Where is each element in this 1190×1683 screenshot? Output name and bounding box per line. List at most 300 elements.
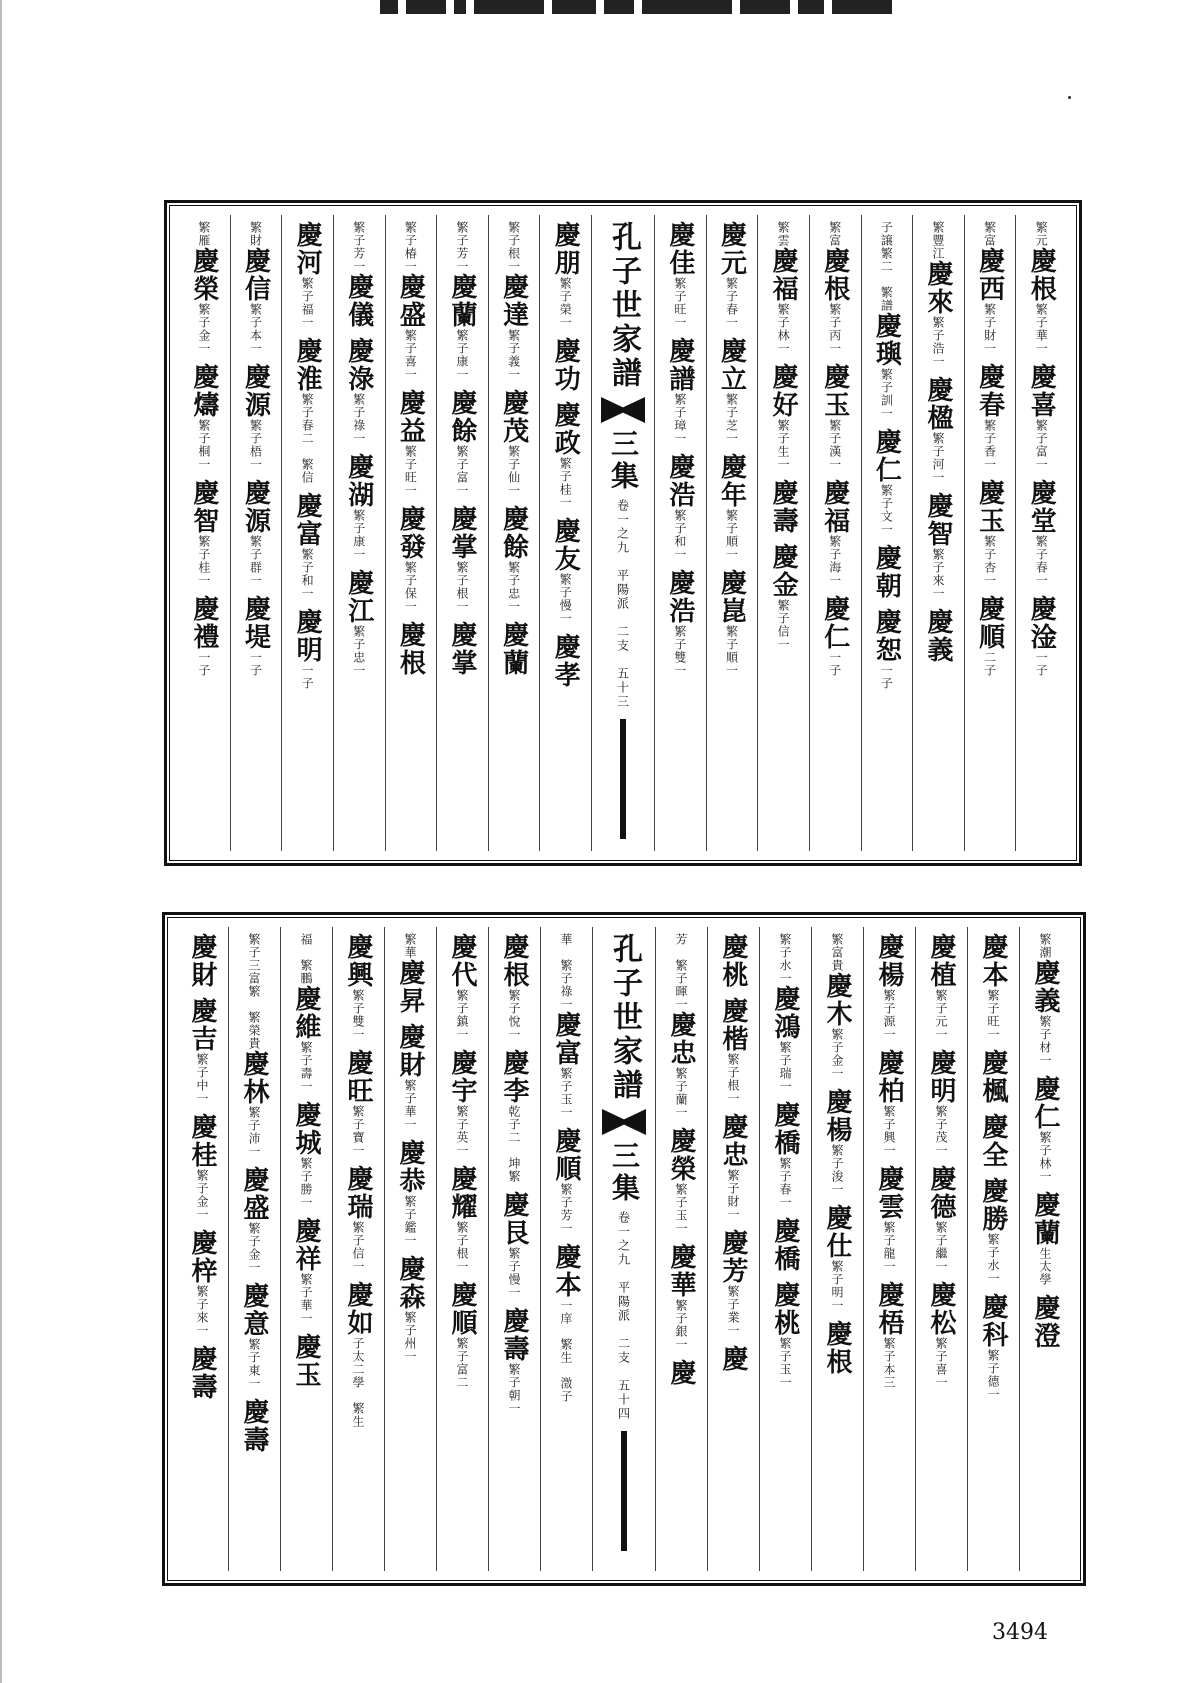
- person-note: 繁子根一: [726, 1053, 740, 1105]
- person-entry: [496, 1191, 533, 1299]
- person-note: 繁子寶一: [351, 1105, 365, 1157]
- genealogy-column: [654, 215, 706, 851]
- person-entry: [972, 247, 1009, 355]
- entry-list: [496, 933, 533, 1415]
- person-note: 繁子德一: [986, 1349, 1000, 1401]
- genealogy-column: [759, 927, 811, 1571]
- person-note: 繁子旺一: [403, 445, 418, 497]
- person-note: 繁子旺一: [986, 989, 1000, 1041]
- person-name: 慶明: [292, 608, 323, 664]
- person-entry: [819, 972, 856, 1080]
- person-entry: [548, 1127, 585, 1235]
- person-note: 繁子芝一: [724, 393, 739, 445]
- person-entry: [1023, 363, 1060, 471]
- person-entry: [184, 1113, 221, 1221]
- person-note: 繁子香一: [982, 419, 997, 471]
- person-entry: [392, 1139, 429, 1247]
- person-name: 慶信: [240, 247, 271, 303]
- person-name: 慶本: [551, 1243, 581, 1299]
- person-name: 慶餘: [498, 505, 529, 561]
- genealogy-column: [488, 927, 540, 1571]
- person-entry: [340, 933, 377, 1041]
- person-name: 慶鴻: [770, 985, 800, 1041]
- person-name: 慶財: [395, 1023, 425, 1079]
- person-name: 慶湖: [343, 453, 374, 509]
- person-name: 慶堂: [1026, 479, 1057, 535]
- person-name: 慶如: [343, 1281, 373, 1337]
- entry-list: [547, 221, 584, 689]
- person-note: 繁子桐一: [196, 419, 211, 471]
- genealogy-column: [332, 927, 384, 1571]
- person-note: 繁子朝一: [507, 1363, 521, 1415]
- person-entry: [237, 479, 274, 587]
- person-entry: [1027, 1294, 1064, 1350]
- person-entry: [548, 1243, 585, 1403]
- person-note: 繁子保一: [403, 561, 418, 613]
- collection-label: 三集: [607, 429, 640, 493]
- person-note: 一子: [248, 651, 263, 677]
- person-entry: [547, 633, 584, 689]
- person-name: 慶榮: [666, 1127, 696, 1183]
- person-entry: [767, 985, 804, 1093]
- column-note: 繁豐江: [930, 221, 945, 260]
- entry-list: [392, 959, 429, 1363]
- genealogy-column: [436, 215, 488, 851]
- person-note: 繁子興一: [882, 1105, 896, 1157]
- genealogy-column: [809, 215, 861, 851]
- person-name: 慶壽: [187, 1345, 217, 1401]
- person-entry: [972, 363, 1009, 471]
- person-note: 繁子勝一: [299, 1157, 313, 1209]
- genealogy-page-top: [164, 200, 1082, 866]
- person-note: 生太學: [1038, 1247, 1052, 1286]
- person-note: 繁子瑞一: [778, 1041, 792, 1093]
- person-entry: [765, 363, 802, 471]
- person-name: 慶梧: [874, 1281, 904, 1337]
- entry-list: [186, 247, 223, 677]
- person-entry: [547, 401, 584, 509]
- person-note: 二子: [982, 651, 997, 677]
- person-note: 繁子華一: [299, 1273, 313, 1325]
- person-note: 繁子雙一: [351, 989, 365, 1041]
- person-note: 繁子康一: [454, 329, 469, 381]
- genealogy-column: [228, 927, 280, 1571]
- person-name: 慶掌: [446, 505, 477, 561]
- person-name: 慶源: [240, 363, 271, 419]
- volume-info: 卷一之九 平陽派 二支 五十三: [615, 499, 630, 709]
- person-entry: [444, 1281, 481, 1389]
- person-name: 慶楊: [822, 1088, 852, 1144]
- person-entry: [496, 505, 533, 613]
- person-name: 慶禮: [188, 595, 219, 651]
- person-entry: [923, 1049, 960, 1157]
- person-entry: [186, 247, 223, 355]
- person-note: 繁子生一: [776, 419, 791, 471]
- person-entry: [186, 363, 223, 471]
- person-name: 慶朋: [550, 221, 581, 277]
- entry-list: [444, 933, 481, 1389]
- person-name: 慶富: [551, 1011, 581, 1067]
- person-note: 繁子義一: [506, 329, 521, 381]
- scan-speck: [1068, 96, 1071, 99]
- person-name: 慶順: [551, 1127, 581, 1183]
- person-entry: [340, 1281, 377, 1428]
- person-note: 繁子璋一: [672, 393, 687, 445]
- column-note: 子譲繁二 繁譜: [879, 221, 894, 312]
- person-entry: [1027, 1075, 1064, 1183]
- person-note: 繁子河一: [930, 432, 945, 484]
- person-note: 繁子壽一: [299, 1041, 313, 1093]
- person-note: 一子: [196, 651, 211, 677]
- person-name: 慶壽: [499, 1307, 529, 1363]
- person-note: 繁子春一: [778, 1157, 792, 1209]
- person-entry: [765, 247, 802, 355]
- person-entry: [186, 479, 223, 587]
- person-note: 繁子本三: [882, 1337, 896, 1389]
- entry-list: [444, 273, 481, 677]
- person-note: 繁子福一: [300, 277, 315, 329]
- person-note: 繁子富一: [454, 445, 469, 497]
- person-note: 繁子忠一: [506, 561, 521, 613]
- genealogy-column: [811, 927, 863, 1571]
- person-name: 慶昇: [395, 959, 425, 1015]
- person-entry: [817, 363, 854, 471]
- column-note: 繁子芳一: [351, 221, 366, 273]
- person-note: 繁子順一: [724, 509, 739, 561]
- person-name: 慶艮: [499, 1191, 529, 1247]
- person-name: 慶福: [768, 247, 799, 303]
- column-note: 繁雁: [196, 221, 211, 247]
- person-entry: [868, 428, 905, 536]
- person-entry: [767, 1281, 804, 1389]
- person-entry: [392, 959, 429, 1015]
- person-name: 慶西: [974, 247, 1005, 303]
- column-note: 繁子三富繁 繁榮貴: [247, 933, 261, 1050]
- person-name: 慶本: [978, 933, 1008, 989]
- person-note: 繁子明一: [830, 1260, 844, 1312]
- entry-list: [663, 1011, 700, 1387]
- genealogy-column: [281, 215, 333, 851]
- person-name: 慶富: [292, 492, 323, 548]
- person-entry: [186, 595, 223, 677]
- person-entry: [236, 1282, 273, 1390]
- person-note: 繁子業一: [726, 1285, 740, 1337]
- book-title: 孔子世家譜: [606, 221, 641, 391]
- person-name: 慶淮: [292, 337, 323, 393]
- person-name: 慶橋: [770, 1101, 800, 1157]
- person-note: 繁子茂一: [934, 1105, 948, 1157]
- person-note: 一子: [300, 664, 315, 690]
- person-name: 慶江: [343, 569, 374, 625]
- person-name: 慶: [718, 1345, 748, 1373]
- volume-info: 卷一之九 平陽派 二支 五十四: [616, 1211, 631, 1421]
- person-note: 繁子繼一: [934, 1221, 948, 1273]
- person-note: 繁子鑑一: [403, 1195, 417, 1247]
- person-name: 慶楊: [874, 933, 904, 989]
- person-name: 慶橋: [770, 1217, 800, 1273]
- person-note: 繁子群一: [248, 535, 263, 587]
- column-note: 繁子水一: [778, 933, 792, 985]
- person-entry: [871, 933, 908, 1041]
- person-entry: [236, 1166, 273, 1274]
- person-entry: [341, 273, 378, 329]
- person-name: 慶儀: [343, 273, 374, 329]
- person-name: 慶科: [978, 1293, 1008, 1349]
- person-name: 慶仁: [871, 428, 902, 484]
- person-entry: [444, 389, 481, 497]
- person-entry: [341, 453, 378, 561]
- entry-list: [817, 247, 854, 677]
- person-entry: [340, 1165, 377, 1273]
- genealogy-column: [436, 927, 488, 1571]
- column-note: 繁雲: [776, 221, 791, 247]
- genealogy-column: [706, 215, 758, 851]
- person-name: 慶桃: [718, 933, 748, 989]
- column-note: 繁財: [248, 221, 263, 247]
- person-entry: [662, 221, 699, 329]
- person-entry: [289, 337, 326, 484]
- person-note: 繁子富一: [1034, 419, 1049, 471]
- person-entry: [871, 1165, 908, 1273]
- column-note: 福 繁鵬: [299, 933, 313, 985]
- person-name: 慶燽: [188, 363, 219, 419]
- genealogy-column: [177, 927, 228, 1571]
- person-name: 慶掌: [446, 621, 477, 677]
- person-entry: [496, 933, 533, 1041]
- person-name: 慶河: [292, 221, 323, 277]
- person-name: 慶浩: [664, 453, 695, 509]
- genealogy-column: [967, 927, 1019, 1571]
- person-name: 慶立: [716, 337, 747, 393]
- person-note: 繁子華一: [1034, 303, 1049, 355]
- person-note: 繁子財一: [726, 1169, 740, 1221]
- person-note: 一庠 繁生 澂子: [559, 1299, 573, 1403]
- entry-list: [975, 933, 1012, 1401]
- person-name: 慶瑞: [343, 1165, 373, 1221]
- person-entry: [392, 1023, 429, 1131]
- person-name: 慶孝: [550, 633, 581, 689]
- person-entry: [767, 1217, 804, 1273]
- person-note: 繁子春一: [1034, 535, 1049, 587]
- person-note: 繁子本一: [248, 303, 263, 355]
- person-entry: [237, 247, 274, 355]
- person-name: 慶浩: [664, 569, 695, 625]
- person-entry: [662, 569, 699, 677]
- person-note: 繁子杏一: [982, 535, 997, 587]
- person-note: 一子: [879, 664, 894, 690]
- genealogy-column: [964, 215, 1016, 851]
- genealogy-column: [488, 215, 540, 851]
- person-name: 慶堤: [240, 595, 271, 651]
- entry-list: [1027, 959, 1064, 1350]
- column-note: 華 繁子祿一: [559, 933, 573, 1011]
- person-note: 繁子銀一: [674, 1299, 688, 1351]
- column-note: 繁子根一: [506, 221, 521, 273]
- person-note: 繁子元一: [934, 989, 948, 1041]
- column-note: 繁子椿一: [403, 221, 418, 273]
- person-name: 慶全: [978, 1113, 1008, 1169]
- center-bar: [621, 1431, 627, 1551]
- entry-list: [548, 1011, 585, 1403]
- person-entry: [289, 492, 326, 600]
- person-name: 慶餘: [446, 389, 477, 445]
- person-name: 慶益: [395, 389, 426, 445]
- person-note: 繁子信一: [351, 1221, 365, 1273]
- person-entry: [713, 453, 750, 561]
- person-entry: [923, 933, 960, 1041]
- entry-list: [1023, 247, 1060, 677]
- genealogy-column: [539, 215, 591, 851]
- person-entry: [819, 1088, 856, 1196]
- person-note: 繁子信一: [776, 599, 791, 651]
- person-entry: [289, 608, 326, 690]
- entry-list: [713, 221, 750, 677]
- person-name: 慶春: [974, 363, 1005, 419]
- person-entry: [288, 1101, 325, 1209]
- person-note: 繁子源一: [882, 989, 896, 1041]
- person-note: 繁子桂一: [196, 535, 211, 587]
- center-title-column: [592, 927, 655, 1571]
- person-note: 繁子榮一: [558, 277, 573, 329]
- entry-list: [236, 1050, 273, 1454]
- person-entry: [662, 453, 699, 561]
- person-note: 繁子祿一: [351, 393, 366, 445]
- person-name: 慶柏: [874, 1049, 904, 1105]
- person-note: 繁子中一: [195, 1053, 209, 1105]
- entry-list: [237, 247, 274, 677]
- person-entry: [871, 1281, 908, 1389]
- person-name: 慶壽: [239, 1398, 269, 1454]
- person-entry: [392, 505, 429, 613]
- person-name: 慶仁: [819, 595, 850, 651]
- person-name: 慶福: [819, 479, 850, 535]
- person-note: 繁子華一: [403, 1079, 417, 1131]
- person-note: 繁子玉一: [559, 1067, 573, 1119]
- person-name: 慶楷: [718, 997, 748, 1053]
- person-note: 繁子林一: [1038, 1131, 1052, 1183]
- person-name: 慶植: [926, 933, 956, 989]
- entry-list: [715, 933, 752, 1373]
- person-name: 慶友: [550, 517, 581, 573]
- person-entry: [868, 608, 905, 690]
- genealogy-column: [655, 927, 707, 1571]
- person-entry: [184, 933, 221, 989]
- person-name: 慶發: [395, 505, 426, 561]
- person-note: 繁子訓一: [879, 368, 894, 420]
- book-title: 孔子世家譜: [607, 933, 642, 1103]
- person-entry: [715, 933, 752, 989]
- column-note: 繁子芳一: [454, 221, 469, 273]
- person-entry: [237, 363, 274, 471]
- person-entry: [184, 1345, 221, 1401]
- person-entry: [972, 479, 1009, 587]
- person-note: 一子: [827, 651, 842, 677]
- person-name: 慶達: [498, 273, 529, 329]
- entry-list: [920, 260, 957, 664]
- person-entry: [392, 1255, 429, 1363]
- person-name: 慶旺: [343, 1049, 373, 1105]
- person-entry: [713, 569, 750, 677]
- person-entry: [236, 1050, 273, 1158]
- person-note: 繁子梧一: [248, 419, 263, 471]
- person-name: 慶義: [922, 608, 953, 664]
- column-note: 繁富: [827, 221, 842, 247]
- person-name: 慶智: [188, 479, 219, 535]
- person-note: 繁子順一: [724, 625, 739, 677]
- person-entry: [975, 1293, 1012, 1401]
- person-note: 繁子悅一: [507, 989, 521, 1041]
- entry-list: [871, 933, 908, 1389]
- person-note: 繁子鎮一: [455, 989, 469, 1041]
- person-entry: [923, 1165, 960, 1273]
- person-entry: [715, 1229, 752, 1337]
- person-entry: [340, 1049, 377, 1157]
- person-name: 慶華: [666, 1243, 696, 1299]
- person-name: 慶吉: [187, 997, 217, 1053]
- person-name: 慶壽: [768, 479, 799, 535]
- person-note: 繁子龍一: [882, 1221, 896, 1273]
- person-entry: [715, 1113, 752, 1221]
- person-entry: [920, 492, 957, 600]
- person-entry: [547, 337, 584, 393]
- genealogy-column: [280, 927, 332, 1571]
- person-entry: [713, 221, 750, 329]
- person-note: 子太二學 繁生: [351, 1337, 365, 1428]
- entry-list: [662, 221, 699, 677]
- person-note: 繁子和一: [672, 509, 687, 561]
- entry-list: [341, 273, 378, 677]
- person-entry: [1023, 479, 1060, 587]
- person-name: 慶盛: [239, 1166, 269, 1222]
- person-name: 慶金: [768, 543, 799, 599]
- person-name: 慶順: [974, 595, 1005, 651]
- entry-list: [868, 312, 905, 690]
- person-name: 慶林: [239, 1050, 269, 1106]
- person-name: 慶根: [822, 1320, 852, 1376]
- person-note: 繁子富二: [455, 1337, 469, 1389]
- person-name: 慶來: [922, 260, 953, 316]
- person-name: 慶崑: [716, 569, 747, 625]
- person-note: 繁子財一: [982, 303, 997, 355]
- column-note: 繁富: [982, 221, 997, 247]
- person-name: 慶仁: [1030, 1075, 1060, 1131]
- person-name: 慶興: [343, 933, 373, 989]
- genealogy-column: [333, 215, 385, 851]
- person-entry: [920, 608, 957, 664]
- person-note: 繁子漢一: [827, 419, 842, 471]
- person-entry: [663, 1359, 700, 1387]
- person-entry: [444, 505, 481, 613]
- person-name: 慶明: [926, 1049, 956, 1105]
- person-name: 慶蘭: [498, 621, 529, 677]
- person-note: 繁子喜一: [403, 329, 418, 381]
- person-note: 繁子和一: [300, 548, 315, 600]
- person-note: 繁子州一: [403, 1311, 417, 1363]
- person-name: 慶雲: [874, 1165, 904, 1221]
- entry-list: [819, 972, 856, 1376]
- person-note: 繁子來一: [930, 548, 945, 600]
- column-note: 繁華: [403, 933, 417, 959]
- person-name: 慶茂: [498, 389, 529, 445]
- person-note: 繁子玉一: [778, 1337, 792, 1389]
- person-note: 繁子金一: [195, 1169, 209, 1221]
- person-name: 慶盛: [395, 273, 426, 329]
- person-name: 慶玉: [819, 363, 850, 419]
- person-note: 繁子慢一: [507, 1247, 521, 1299]
- genealogy-column: [707, 927, 759, 1571]
- person-entry: [975, 933, 1012, 1041]
- person-note: 繁子雙一: [672, 625, 687, 677]
